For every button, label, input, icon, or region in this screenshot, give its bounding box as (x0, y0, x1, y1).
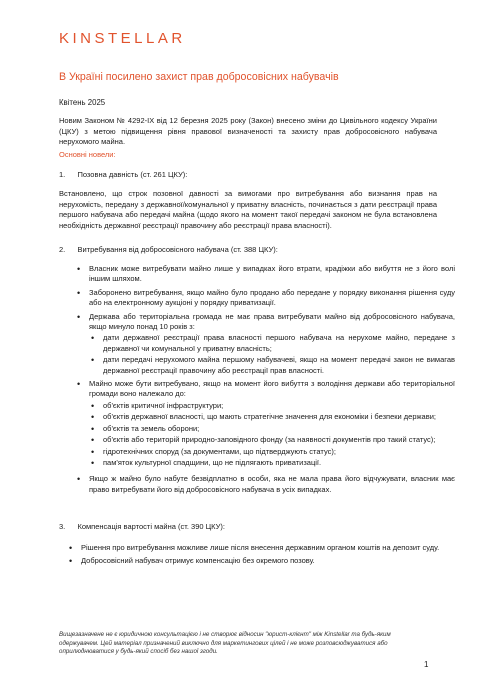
section-3-number: 3. (59, 522, 66, 531)
list-item: • Рішення про витребування можливе лише після внесення державним органом коштів на депозит суду. (81, 543, 455, 553)
list-item: • пам'яток культурної спадщини, що не підлягають приватизації. (103, 458, 455, 468)
section-1-heading (59, 170, 187, 181)
list-item: • дати передачі нерухомого майна першому набувачеві, якщо на момент передачі закон не вимагав державної реєстрації правочину або реєстрації прав власності. (103, 355, 455, 376)
section-3-list (62, 543, 455, 570)
page-number: 1 (424, 660, 429, 669)
disclaimer-footer: Вищезазначене не є юридичною консультацією і не створює відносин "юрист-клієнт" між Kinstellar та будь-яким одержувачем. Цей матеріал призначений виключно для маркетингових цілей і не може розповсюджуватися або оприлюднюватися у будь-який спосіб без нашої згоди. (59, 631, 391, 656)
section-2-heading (59, 245, 278, 256)
section-3-title: Компенсація вартості майна (ст. 390 ЦКУ): (77, 522, 225, 531)
page-title: В Україні посилено захист прав добросовісних набувачів (59, 71, 339, 83)
list-item: • об'єктів критичної інфраструктури; (103, 401, 455, 411)
section-1-title: Позовна давність (ст. 261 ЦКУ): (77, 170, 188, 179)
company-logo: KINSTELLAR (59, 30, 186, 47)
list-item: • Якщо ж майно було набуте безвідплатно в особи, яка не мала права його відчужувати, власник має право витребувати його від добросовісного набувача в усіх випадках. (89, 474, 455, 495)
section-2-number: 2. (59, 245, 66, 254)
section-2-list (70, 264, 455, 498)
sub-list-dates (89, 333, 455, 376)
list-item: • дати державної реєстрації права власності першого набувача на нерухоме майно, передане з державної чи комунальної у приватну власність; (103, 333, 455, 354)
list-item: • об'єктів державної власності, що мають стратегічне значення для економіки і безпеки держави; (103, 412, 455, 422)
list-item: • об'єктів або територій природно-заповідного фонду (за наявності документів про такий статус); (103, 435, 455, 445)
list-item: • об'єктів та земель оборони; (103, 424, 455, 434)
intro-paragraph: Новим Законом № 4292-IX від 12 березня 2025 року (Закон) внесено зміни до Цивільного кодексу України (ЦКУ) з метою підвищення рівня правової визначеності та захисту прав добросовісного набувача нерухомого майна. (59, 116, 437, 146)
publication-date: Квітень 2025 (59, 98, 106, 107)
section-1-text: Встановлено, що строк позовної давності за вимогами про витребування або визнання прав на нерухомість, передану з державної/комунальної у приватну власність, починається з дати реєстрації права першого набувача або передачі майна (щодо якого на момент такої передачі законом не була встановлена необхідність державної реєстрації правочину або реєстрації права власності). (59, 189, 437, 230)
list-item: • Добросовісний набувач отримує компенсацію без окремого позову. (81, 556, 455, 566)
list-item: • Майно може бути витребувано, якщо на момент його вибуття з володіння держави або територіальної громади воно належало до: • об'єктів критичної інфраструктури; • об'єктів державної власності, що мають стратегічне значення для економіки і безпеки держави; • об'єктів та земель оборони; • об'єктів або територій природно-заповідного фонду (за наявності документів про такий статус); • гідротехнічних споруд (за документами, що підтверджують статус); • пам'яток культурної спадщини, що не підлягають приватизації. (89, 379, 455, 468)
main-news-heading: Основні новели: (59, 150, 116, 159)
list-item: • Заборонено витребування, якщо майно було продано або передане у порядку виконання рішення суду або на електронному аукціоні у порядку приватизації. (89, 288, 455, 309)
section-3-heading (59, 522, 225, 533)
sub-list-objects (89, 401, 455, 468)
list-item: • Держава або територіальна громада не має права витребувати майно від добросовісного набувача, якщо минуло понад 10 років з: • дати державної реєстрації права власності першого набувача на нерухоме майно, передане з державної чи комунальної у приватну власність; • дати передачі нерухомого майна першому набувачеві, якщо на момент передачі закон не вимагав державної реєстрації правочину або реєстрації прав власності. (89, 312, 455, 376)
list-item: • Власник може витребувати майно лише у випадках його втрати, крадіжки або вибуття не з його волі іншим шляхом. (89, 264, 455, 285)
section-2-title: Витребування від добросовісного набувача (ст. 388 ЦКУ): (77, 245, 278, 254)
list-item: • гідротехнічних споруд (за документами, що підтверджують статус); (103, 447, 455, 457)
section-1-number: 1. (59, 170, 66, 179)
